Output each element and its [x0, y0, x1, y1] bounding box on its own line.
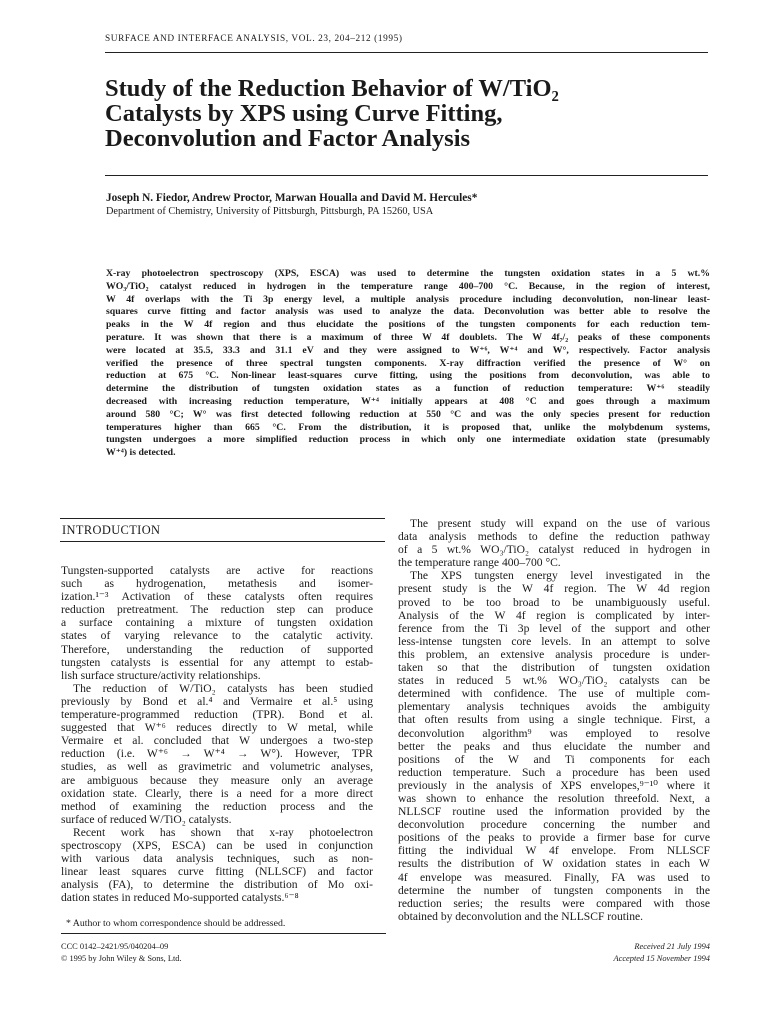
abstract-line: WO₃/TiO₂ catalyst reduced in hydrogen in the temperature range 400–700 °C. Because, in the region of interest,: [106, 280, 710, 292]
ccc-code: CCC 0142–2421/95/040204–09: [61, 942, 169, 951]
body-line: obtained by deconvolution and the NLLSCF routine.: [398, 909, 644, 923]
body-line: states in reduced 5 wt.% WO₃/TiO₂ catalysts can be: [398, 674, 710, 688]
body-line: dation states in reduced Mo-supported catalysts.⁶⁻⁸: [61, 891, 299, 905]
header-rule: [105, 52, 708, 53]
body-line: The present study will expand on the use of various: [410, 517, 710, 530]
footnote-rule: [61, 933, 386, 934]
abstract-line: decreased with increasing reduction temperature, W⁺⁴ initially appears at 408 °C and goes through a maximum: [106, 395, 710, 407]
body-line: reduction temperature. Such a procedure has been used: [398, 765, 710, 779]
abstract-line: X-ray photoelectron spectroscopy (XPS, ESCA) was used to determine the tungsten oxidation states in a 5 wt.%: [106, 268, 710, 279]
body-line: this problem, an extensive analysis procedure is under-: [398, 647, 710, 661]
body-line: reduction (i.e. W⁺⁶ → W⁺⁴ → W°). However, TPR: [61, 747, 373, 761]
body-line: states of varying relevance to the catalytic activity.: [61, 629, 373, 643]
body-line: Analysis of the W 4f region is complicated by inter-: [398, 608, 710, 622]
body-line: taken so that the distribution of tungsten oxidation: [398, 661, 710, 675]
copyright-block: [61, 941, 182, 965]
body-line: surface of reduced W/TiO₂ catalysts.: [61, 812, 232, 826]
abstract-line: tungsten undergoes a more simplified reduction process in which only one intermediate oxidation state (presumably: [106, 434, 710, 446]
body-line: previously in the analysis of XPS envelopes,⁹⁻¹⁰ where it: [398, 778, 710, 792]
abstract-line: were located at 35.5, 33.3 and 31.1 eV and they were assigned to W⁺⁶, W⁺⁴ and W°, respectively. Factor analysis: [106, 344, 710, 356]
accepted-date: Accepted 15 November 1994: [613, 954, 710, 963]
body-line: with various data analysis techniques, such as non-: [61, 852, 373, 866]
body-line: data analysis methods to define the reduction pathway: [398, 530, 710, 544]
body-line: The reduction of W/TiO₂ catalysts has been studied: [73, 681, 373, 695]
body-line: spectroscopy (XPS, ESCA) can be used in conjunction: [61, 838, 373, 852]
body-line: better the peaks and thus elucidate the number and: [398, 739, 710, 753]
body-line: reduction series; the results were compared with those: [398, 896, 710, 910]
body-line: Therefore, understanding the reduction of supported: [61, 642, 373, 656]
abstract-line: determine the distribution of tungsten oxidation states as a function of reduction temperature: W⁺⁶ steadily: [106, 383, 710, 395]
title-rule: [105, 175, 708, 176]
running-head: SURFACE AND INTERFACE ANALYSIS, VOL. 23, 204–212 (1995): [105, 34, 403, 44]
body-line: deconvolution algorithm⁹ was employed to resolve: [398, 726, 710, 740]
abstract-line: squares curve fitting and factor analysis was used to analyze the data. Deconvolution was better able to resolve the: [106, 306, 710, 318]
body-line: reduction pretreatment. The reduction step can produce: [61, 603, 373, 617]
body-line: positions of the peaks to provide a firmer base for curve: [398, 831, 710, 845]
body-line: suggested that W⁺⁶ reduces directly to W metal, while: [61, 721, 373, 735]
body-line: analysis (FA), to determine the distribution of Mo oxi-: [61, 878, 373, 892]
body-line: oxidation state. Clearly, there is a need for a more direct: [61, 786, 373, 800]
body-line: determine the number of tungsten components in the: [398, 883, 710, 897]
body-line: a surface containing a mixture of tungsten oxidation: [61, 616, 373, 630]
abstract-line: around 580 °C; W° was first detected following reduction at 550 °C and was the only species present for reduction: [106, 408, 710, 420]
body-line: fitting the individual W 4f envelope. From NLLSCF: [398, 844, 710, 858]
body-line: the temperature range 400–700 °C.: [398, 556, 561, 570]
received-date: Received 21 July 1994: [634, 942, 710, 951]
body-line: determined with confidence. The use of multiple com-: [398, 687, 710, 701]
abstract-line: W 4f overlaps with the Ti 3p energy level, a multiple analysis procedure including deconvolution, non-linear least-: [106, 293, 710, 305]
received-dates: [500, 941, 710, 965]
abstract: [106, 268, 710, 460]
body-line: Recent work has shown that x-ray photoelectron: [73, 825, 373, 839]
body-line: deconvolution procedure concerning the number and: [398, 818, 710, 832]
body-line: method of examining the reduction process and the: [61, 799, 373, 813]
body-line: lish surface structure/activity relationships.: [61, 668, 261, 682]
right-column: [398, 517, 710, 923]
title-line: Study of the Reduction Behavior of W/TiO₂: [105, 75, 559, 102]
affiliation: Department of Chemistry, University of Pittsburgh, Pittsburgh, PA 15260, USA: [106, 206, 434, 217]
body-line: plementary analysis techniques avoids the ambiguity: [398, 700, 710, 714]
body-line: Tungsten-supported catalysts are active for reactions: [61, 564, 373, 577]
body-line: proved to be too broad to be unambiguously useful.: [398, 595, 710, 609]
body-line: tungsten catalysts is essential for any attempt to estab-: [61, 655, 373, 669]
abstract-line: verified the presence of three spectral tungsten components. X-ray diffraction verified the presence of W° on: [106, 357, 710, 369]
body-line: that often results from using a single technique. First, a: [398, 713, 710, 727]
body-line: ference from the Ti 3p level of the support and other: [398, 621, 710, 635]
left-column: [61, 564, 373, 904]
section-heading: INTRODUCTION: [62, 523, 161, 537]
abstract-line: peaks in the W 4f region and thus elucidate the positions of the tungsten components for each reduction tem-: [106, 319, 710, 331]
body-line: are ambiguous because they measure only an average: [61, 773, 373, 787]
body-line: such as hydrogenation, metathesis and isomer-: [61, 577, 373, 591]
section-heading-box: [60, 518, 385, 542]
body-line: results the distribution of W oxidation states in each W: [398, 857, 710, 871]
body-line: was shown to enhance the resolution threefold. Next, a: [398, 791, 710, 805]
body-line: The XPS tungsten energy level investigated in the: [410, 569, 710, 583]
body-line: temperature-programmed reduction (TPR). Bond et al.: [61, 708, 373, 722]
footnote: * Author to whom correspondence should be addressed.: [66, 918, 286, 929]
abstract-line: perature. It was shown that there is a maximum of three W 4f doublets. The W 4f₇/₂ peaks of these components: [106, 331, 710, 343]
body-line: present study is the W 4f region. The W 4d region: [398, 582, 710, 596]
authors: Joseph N. Fiedor, Andrew Proctor, Marwan Houalla and David M. Hercules*: [106, 192, 478, 204]
body-line: NLLSCF routine used the information provided by the: [398, 805, 710, 819]
abstract-line: W⁺⁴) is detected.: [106, 447, 176, 459]
title-line: Catalysts by XPS using Curve Fitting,: [105, 100, 503, 127]
article-title: [105, 76, 705, 151]
abstract-line: reduction at 675 °C. Non-linear least-squares curve fitting, using the positions from deconvolution, was able to: [106, 370, 710, 382]
body-line: studies, as well as gravimetric and volumetric analyses,: [61, 760, 373, 774]
title-line: Deconvolution and Factor Analysis: [105, 125, 471, 152]
abstract-line: temperatures higher than 665 °C. From the distribution, it is proposed that, unlike the molybdenum systems,: [106, 421, 710, 433]
body-line: linear least squares curve fitting (NLLSCF) and factor: [61, 865, 373, 879]
body-line: Vermaire et al. concluded that W undergoes a two-step: [61, 734, 373, 748]
body-line: positions of the W and Ti components for each: [398, 752, 710, 766]
body-line: of a 5 wt.% WO₃/TiO₂ catalyst reduced in hydrogen in: [398, 543, 710, 557]
body-line: 4f envelope was measured. Finally, FA was used to: [398, 870, 710, 884]
body-line: ization.¹⁻³ Activation of these catalysts often requires: [61, 590, 373, 604]
body-line: previously by Bond et al.⁴ and Vermaire et al.⁵ using: [61, 694, 373, 708]
body-line: less-intense tungsten core levels. In an attempt to solve: [398, 634, 710, 648]
copyright: © 1995 by John Wiley & Sons, Ltd.: [61, 954, 182, 963]
